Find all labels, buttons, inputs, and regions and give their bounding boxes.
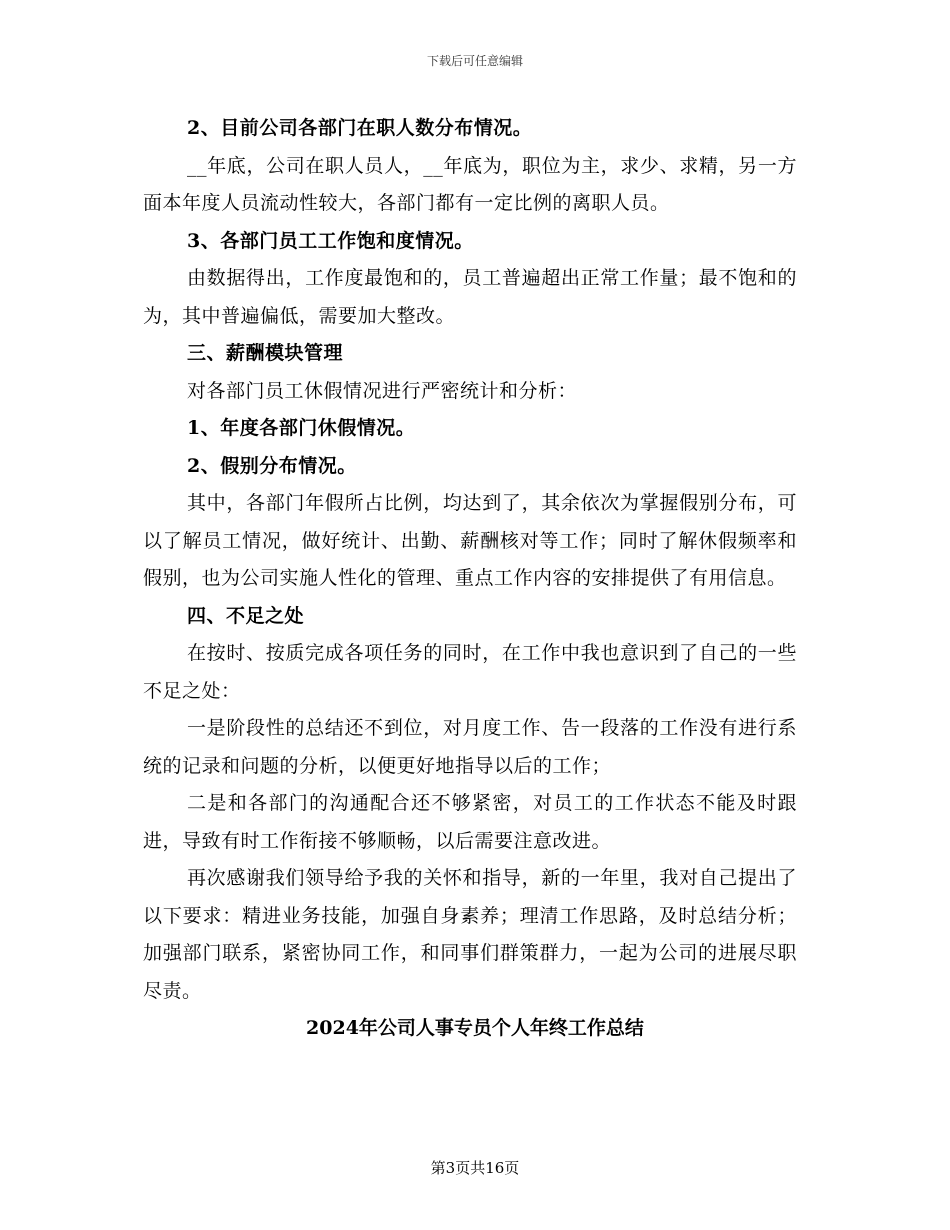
document-body xyxy=(143,110,797,1048)
section-heading-staff-distribution: 2、目前公司各部门在职人数分布情况。 xyxy=(187,117,533,139)
page-footer: 第3页共16页 xyxy=(430,1159,520,1177)
paragraph-shortcoming-one: 一是阶段性的总结还不到位，对月度工作、告一段落的工作没有进行系统的记录和问题的分析，以便更好地指导以后的工作； xyxy=(143,717,797,777)
paragraph-staff-distribution: __年底，公司在职人员人，__年底为，职位为主，求少、求精，另一方面本年度人员流动性较大，各部门都有一定比例的离职人员。 xyxy=(143,154,797,214)
paragraph-closing: 再次感谢我们领导给予我的关怀和指导，新的一年里，我对自己提出了以下要求：精进业务技能，加强自身素养；理清工作思路，及时总结分析；加强部门联系，紧密协同工作，和同事们群策群力，一起为公司的进展尽职尽责。 xyxy=(143,867,797,1002)
section-heading-shortcomings: 四、不足之处 xyxy=(187,604,305,627)
section-heading-workload: 3、各部门员工工作饱和度情况。 xyxy=(187,229,474,252)
next-document-title: 2024年公司人事专员个人年终工作总结 xyxy=(306,1017,644,1039)
page-header: 下载后可任意编辑 xyxy=(426,54,523,68)
paragraph-shortcoming-two: 二是和各部门的沟通配合还不够紧密，对员工的工作状态不能及时跟进，导致有时工作衔接不够顺畅，以后需要注意改进。 xyxy=(143,792,797,852)
section-heading-leave-types: 2、假别分布情况。 xyxy=(187,454,357,477)
paragraph-leave-types: 其中，各部门年假所占比例，均达到了，其余依次为掌握假别分布，可以了解员工情况，做好统计、出勤、薪酬核对等工作；同时了解休假频率和假别，也为公司实施人性化的管理、重点工作内容的安排提供了有用信息。 xyxy=(143,492,797,589)
paragraph-leave-stats-intro: 对各部门员工休假情况进行严密统计和分析： xyxy=(187,379,578,402)
section-heading-compensation: 三、薪酬模块管理 xyxy=(187,342,344,364)
paragraph-workload: 由数据得出，工作度最饱和的，员工普遍超出正常工作量；最不饱和的为，其中普遍偏低，需要加大整改。 xyxy=(143,267,797,327)
paragraph-shortcomings-intro: 在按时、按质完成各项任务的同时，在工作中我也意识到了自己的一些不足之处： xyxy=(143,642,797,702)
section-heading-annual-leave: 1、年度各部门休假情况。 xyxy=(187,417,416,439)
